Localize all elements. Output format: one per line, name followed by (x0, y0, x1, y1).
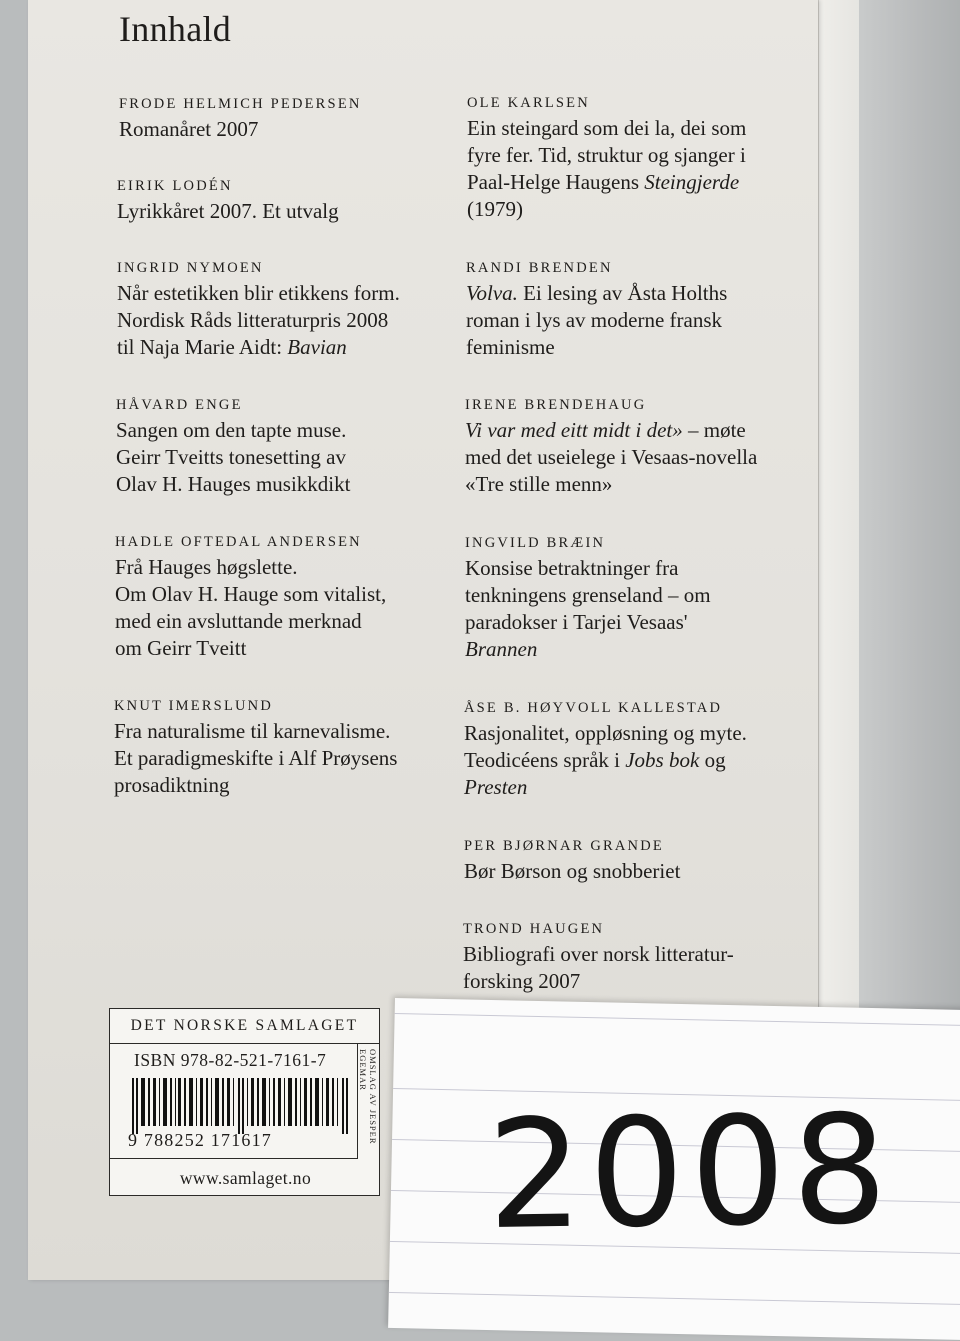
entry-title: Vi var med eitt midt i det» – møte med det useielege i Vesaas-novella «Tre stille menn» (465, 418, 758, 496)
entry-title: Sangen om den tapte muse. Geirr Tveitts tonesetting av Olav H. Hauges musikkdikt (116, 418, 351, 496)
toc-entry (466, 258, 796, 361)
toc-entry (114, 696, 444, 799)
barcode-icon (132, 1078, 350, 1134)
entry-title: Når estetikken blir etikkens form. Nordisk Råds litteraturpris 2008 til Naja Marie Aidt: Bavian (117, 281, 400, 359)
toc-entry (467, 93, 797, 223)
toc-entry (464, 698, 794, 801)
isbn-text: ISBN 978-82-521-7161-7 (134, 1050, 327, 1070)
publisher-name: DET NORSKE SAMLAGET (110, 1009, 379, 1044)
entry-author: KNUT IMERSLUND (114, 698, 274, 714)
toc-entry (117, 176, 447, 225)
book-page-edge (818, 0, 859, 1010)
toc-entry (464, 836, 794, 885)
entry-author: HÅVARD ENGE (116, 397, 243, 413)
entry-title: Rasjonalitet, oppløsning og myte. Teodicéens språk i Jobs bok og Presten (464, 721, 747, 799)
cover-credit: OMSLAG AV JESPER EGEMAR (358, 1049, 378, 1145)
entry-author: FRODE HELMICH PEDERSEN (119, 96, 362, 112)
entry-title: Lyrikkåret 2007. Et utvalg (117, 199, 339, 223)
toc-entry (119, 94, 449, 143)
entry-author: OLE KARLSEN (467, 95, 590, 111)
entry-author: PER BJØRNAR GRANDE (464, 838, 664, 854)
entry-author: HADLE OFTEDAL ANDERSEN (115, 534, 362, 550)
toc-entry (465, 395, 795, 498)
entry-author: ÅSE B. HØYVOLL KALLESTAD (464, 700, 723, 716)
entry-title: Ein steingard som dei la, dei som fyre fer. Tid, struktur og sjanger i Paal-Helge Haugens Steingjerde (1979) (467, 116, 747, 221)
website-text: www.samlaget.no (179, 1168, 312, 1188)
entry-author: RANDI BRENDEN (466, 260, 613, 276)
entry-title: Konsise betraktninger fra tenkningens grenseland – om paradokser i Tarjei Vesaas' Brannen (465, 556, 711, 661)
entry-title: Frå Hauges høgslette. Om Olav H. Hauge som vitalist, med ein avsluttande merknad om Geirr Tveitt (115, 555, 387, 660)
barcode-number: 9 788252 171617 (128, 1130, 272, 1150)
entry-title: Volva. Ei lesing av Åsta Holths roman i lys av moderne fransk feminisme (466, 281, 728, 359)
toc-entry (115, 532, 445, 662)
sticky-note (388, 998, 960, 1340)
handwritten-year: 2008 (486, 1083, 895, 1264)
entry-author: EIRIK LODÉN (117, 178, 233, 194)
entry-author: INGVILD BRÆIN (465, 535, 606, 551)
entry-author: TROND HAUGEN (463, 921, 605, 937)
entry-author: INGRID NYMOEN (117, 260, 264, 276)
toc-entry (465, 533, 795, 663)
entry-author: IRENE BRENDEHAUG (465, 397, 647, 413)
toc-entry (463, 919, 793, 995)
toc-entry (117, 258, 447, 361)
page-title: Innhald (119, 9, 232, 49)
entry-title: Romanåret 2007 (119, 117, 259, 141)
entry-title: Bør Børson og snobberiet (464, 859, 681, 883)
entry-title: Bibliografi over norsk litteratur- forsking 2007 (463, 942, 734, 993)
publisher-label (109, 1008, 380, 1196)
entry-title: Fra naturalisme til karnevalisme. Et paradigmeskifte i Alf Prøysens prosadiktning (114, 719, 398, 797)
isbn-block (110, 1044, 358, 1159)
toc-entry (116, 395, 446, 498)
